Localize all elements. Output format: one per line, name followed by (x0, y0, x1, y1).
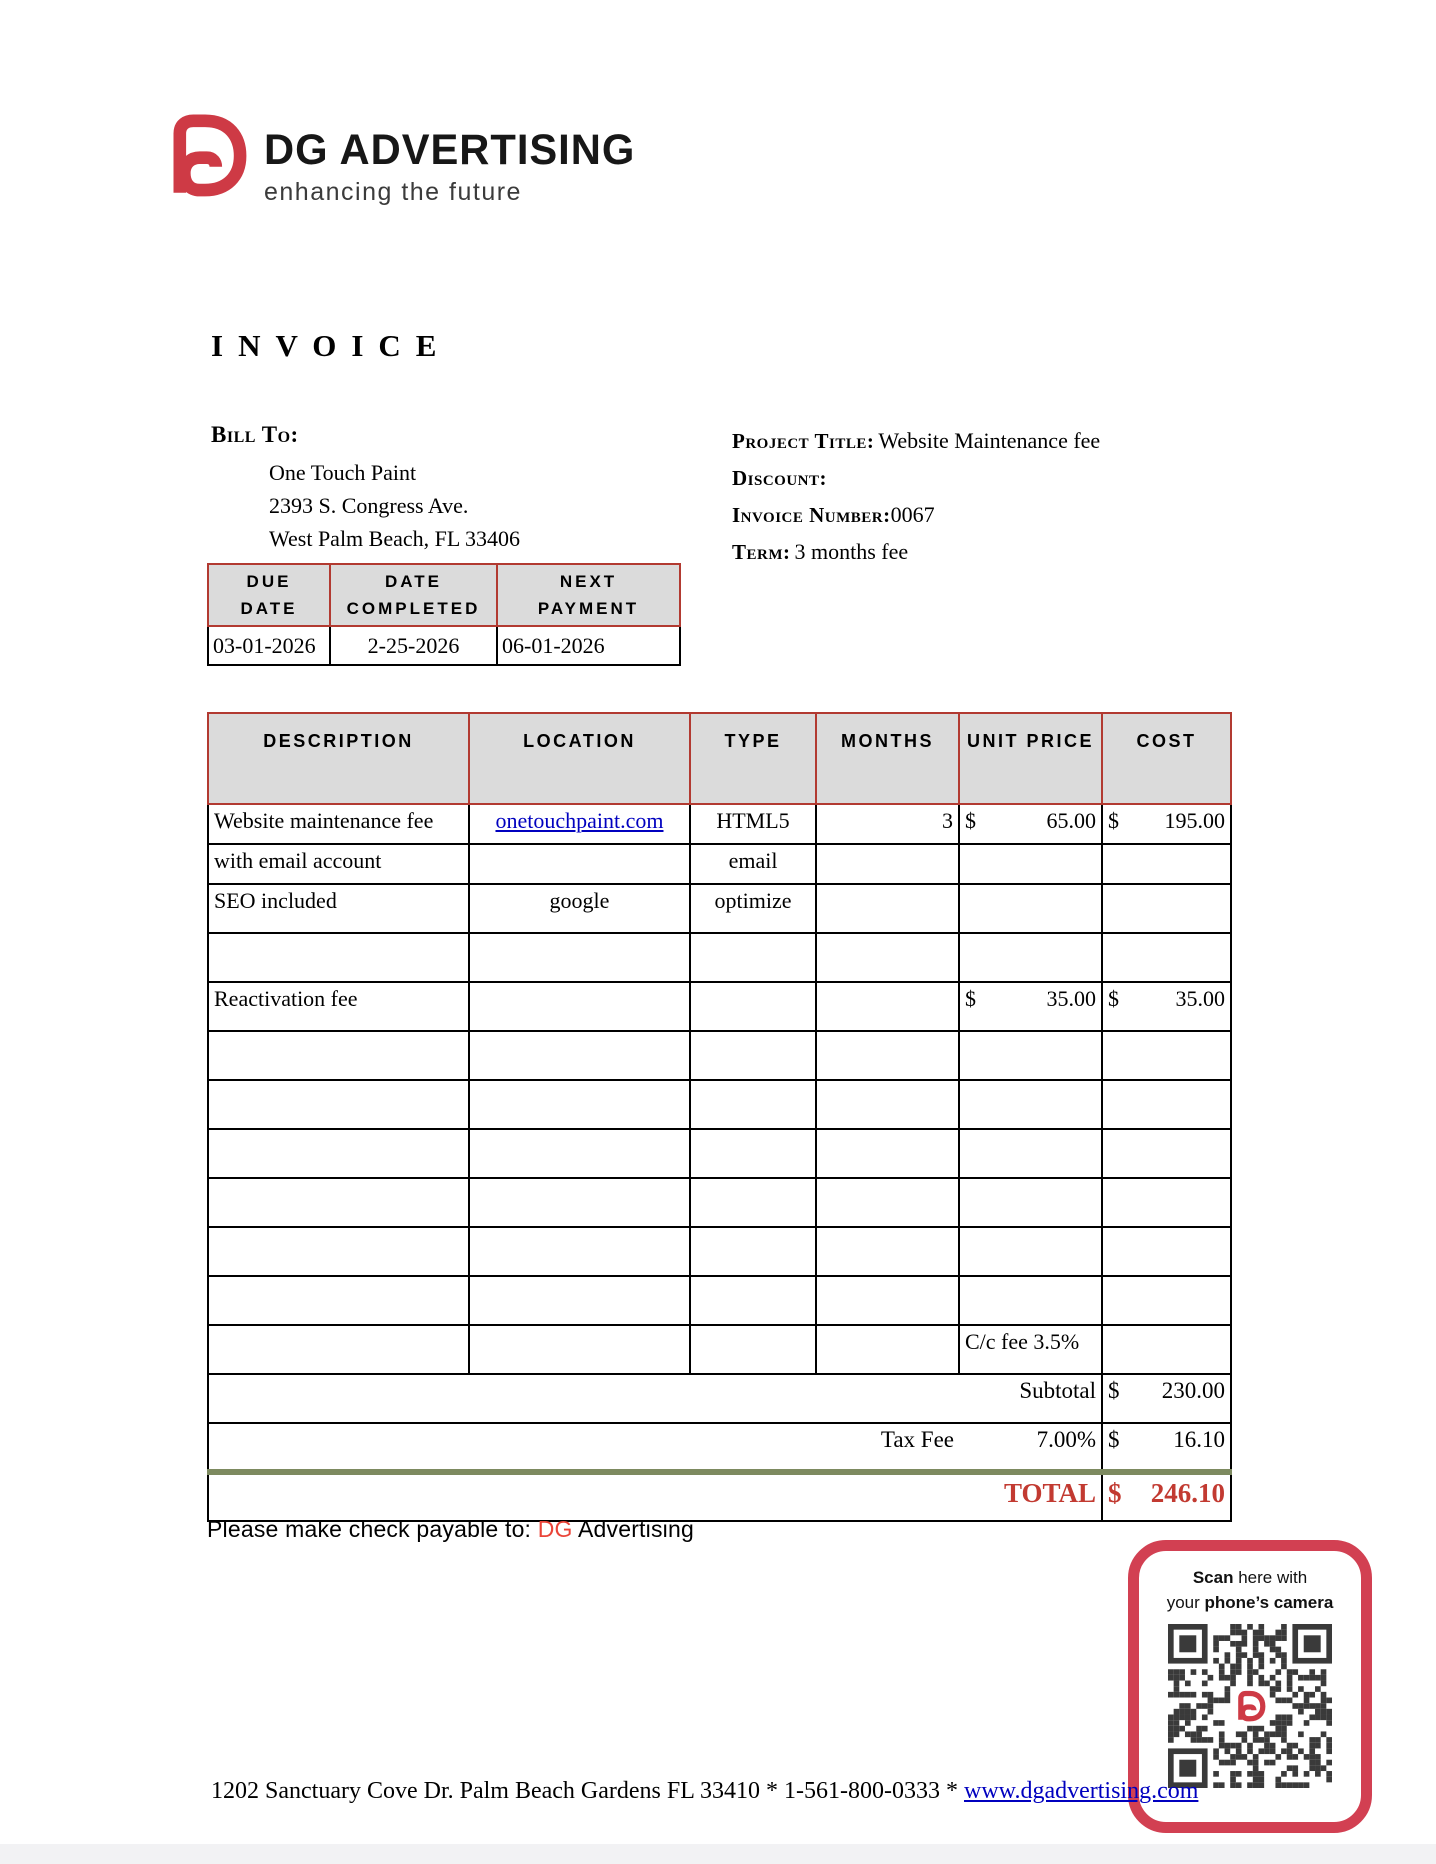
item-description: Website maintenance fee (208, 804, 469, 844)
qr-camera-words: phone’s camera (1204, 1593, 1334, 1612)
tax-label: Tax Fee (208, 1423, 959, 1472)
item-location (469, 804, 690, 844)
subtotal-label: Subtotal (208, 1374, 1102, 1423)
item-type: HTML5 (690, 804, 816, 844)
date-completed-value: 2-25-2026 (330, 626, 497, 665)
term-value: 3 months fee (794, 539, 909, 564)
currency-symbol: $ (1108, 1427, 1120, 1452)
item-type (690, 1276, 816, 1325)
qr-scan-word: Scan (1192, 1568, 1234, 1587)
location-link[interactable]: onetouchpaint.com (495, 808, 664, 833)
payable-prefix: Please make check payable to: (207, 1516, 538, 1542)
amount: 246.10 (1150, 1478, 1225, 1508)
item-type (690, 933, 816, 982)
item-location (469, 1129, 690, 1178)
item-type: email (690, 844, 816, 884)
item-description (208, 1031, 469, 1080)
item-unit-price (959, 1178, 1102, 1227)
item-row-9 (208, 1178, 1231, 1227)
project-info-section (732, 424, 1100, 572)
page-title: INVOICE (211, 328, 452, 363)
item-location (469, 982, 690, 1031)
item-cost (1102, 804, 1231, 844)
item-cost (1102, 1031, 1231, 1080)
items-header-months: MONTHS (816, 713, 959, 804)
items-table-body (208, 804, 1231, 1521)
item-description (208, 1178, 469, 1227)
items-header-unit-price: UNIT PRICE (959, 713, 1102, 804)
date-table (207, 563, 681, 666)
item-months (816, 933, 959, 982)
item-unit-price (959, 933, 1102, 982)
item-months (816, 1178, 959, 1227)
item-unit-price (959, 844, 1102, 884)
item-months (816, 1080, 959, 1129)
footer-contact-line (211, 1778, 1198, 1805)
item-months (816, 1129, 959, 1178)
item-unit-price (959, 804, 1102, 844)
item-months (816, 844, 959, 884)
bill-to-name: One Touch Paint (269, 460, 417, 485)
dg-logo-icon (158, 110, 252, 200)
company-tagline: enhancing the future (264, 178, 522, 206)
item-months (816, 1276, 959, 1325)
item-cost (1102, 1276, 1231, 1325)
item-description (208, 1129, 469, 1178)
total-row (208, 1472, 1231, 1521)
item-row-3 (208, 884, 1231, 933)
subtotal-amount (1102, 1374, 1231, 1423)
item-row-12 (208, 1325, 1231, 1374)
page-end-strip (0, 1844, 1436, 1864)
subtotal-row (208, 1374, 1231, 1423)
item-months (816, 1031, 959, 1080)
payable-suffix: Advertising (572, 1516, 694, 1542)
total-amount (1102, 1472, 1231, 1521)
item-description (208, 1227, 469, 1276)
item-description (208, 1325, 469, 1374)
currency-symbol: $ (1108, 1378, 1120, 1403)
currency-symbol: $ (1108, 986, 1119, 1011)
invoice-number-label: Invoice Number: (732, 503, 891, 527)
item-unit-price (959, 1129, 1102, 1178)
item-description: Reactivation fee (208, 982, 469, 1031)
item-location (469, 933, 690, 982)
item-months (816, 982, 959, 1031)
next-payment-header: NEXT PAYMENT (497, 564, 680, 626)
item-type (690, 1178, 816, 1227)
item-row-10 (208, 1227, 1231, 1276)
due-date-value: 03-01-2026 (208, 626, 330, 665)
amount: 195.00 (1164, 808, 1225, 833)
payable-note (207, 1516, 694, 1543)
item-description: SEO included (208, 884, 469, 933)
item-type (690, 1031, 816, 1080)
bill-to-section (211, 422, 520, 555)
item-cost (1102, 844, 1231, 884)
item-row-8 (208, 1129, 1231, 1178)
items-header-description: DESCRIPTION (208, 713, 469, 804)
item-type: optimize (690, 884, 816, 933)
currency-symbol: $ (965, 986, 976, 1011)
bill-to-label: Bill To: (211, 422, 299, 447)
item-unit-price (959, 982, 1102, 1031)
project-title-label: Project Title: (732, 429, 875, 453)
due-date-header: DUE DATE (208, 564, 330, 626)
date-completed-header: DATE COMPLETED (330, 564, 497, 626)
items-header-cost: COST (1102, 713, 1231, 804)
amount: 230.00 (1161, 1378, 1225, 1403)
item-unit-price (959, 1080, 1102, 1129)
next-payment-value: 06-01-2026 (497, 626, 680, 665)
currency-symbol: $ (1108, 808, 1119, 833)
item-cost (1102, 1178, 1231, 1227)
item-row-4 (208, 933, 1231, 982)
term-label: Term: (732, 540, 791, 564)
item-row-6 (208, 1031, 1231, 1080)
payable-brand: DG (537, 1516, 573, 1542)
bill-to-city: West Palm Beach, FL 33406 (269, 526, 520, 551)
company-name: DG ADVERTISING (264, 126, 636, 174)
amount: 65.00 (1046, 808, 1096, 833)
item-cost (1102, 1227, 1231, 1276)
invoice-number-value: 0067 (890, 502, 935, 527)
items-table (207, 712, 1232, 1522)
item-location (469, 1178, 690, 1227)
tax-row (208, 1423, 1231, 1472)
amount: 16.10 (1173, 1427, 1225, 1452)
qr-code (1168, 1624, 1332, 1788)
item-location (469, 844, 690, 884)
total-label: TOTAL (208, 1472, 1102, 1521)
item-unit-price (959, 1276, 1102, 1325)
item-location (469, 1325, 690, 1374)
qr-line1-rest: here with (1233, 1568, 1308, 1587)
item-row-1 (208, 804, 1231, 844)
item-months: 3 (816, 804, 959, 844)
item-unit-price (959, 1031, 1102, 1080)
project-title-value: Website Maintenance fee (878, 428, 1101, 453)
item-unit-price (959, 1227, 1102, 1276)
company-logo (158, 110, 647, 207)
tax-amount (1102, 1423, 1231, 1472)
item-months (816, 1227, 959, 1276)
footer-website-link[interactable]: www.dgadvertising.com (964, 1778, 1199, 1804)
item-location (469, 1276, 690, 1325)
item-cost (1102, 884, 1231, 933)
tax-rate: 7.00% (959, 1423, 1102, 1472)
item-location (469, 1031, 690, 1080)
item-months (816, 884, 959, 933)
currency-symbol: $ (965, 808, 976, 833)
item-description: with email account (208, 844, 469, 884)
item-row-2 (208, 844, 1231, 884)
item-months (816, 1325, 959, 1374)
amount: 35.00 (1046, 986, 1096, 1011)
item-type (690, 1325, 816, 1374)
item-cost (1102, 982, 1231, 1031)
item-description (208, 933, 469, 982)
item-cost (1102, 1080, 1231, 1129)
item-unit-price (959, 884, 1102, 933)
items-header-type: TYPE (690, 713, 816, 804)
item-description (208, 1080, 469, 1129)
item-cost (1102, 1129, 1231, 1178)
qr-line2-pre: your (1166, 1593, 1205, 1612)
item-row-5 (208, 982, 1231, 1031)
items-table-head (208, 713, 1231, 804)
item-type (690, 1080, 816, 1129)
discount-label: Discount: (732, 466, 828, 490)
cc-fee-note: C/c fee 3.5% (959, 1325, 1102, 1374)
qr-instructions (1139, 1565, 1361, 1615)
footer-address-phone: 1202 Sanctuary Cove Dr. Palm Beach Gardens FL 33410 * 1-561-800-0333 * (211, 1778, 964, 1804)
item-row-11 (208, 1276, 1231, 1325)
item-cost (1102, 1325, 1231, 1374)
item-type (690, 1227, 816, 1276)
item-location (469, 1080, 690, 1129)
item-description (208, 1276, 469, 1325)
item-location: google (469, 884, 690, 933)
item-type (690, 982, 816, 1031)
amount: 35.00 (1175, 986, 1225, 1011)
bill-to-street: 2393 S. Congress Ave. (269, 493, 469, 518)
item-location (469, 1227, 690, 1276)
item-type (690, 1129, 816, 1178)
item-row-7 (208, 1080, 1231, 1129)
currency-symbol: $ (1108, 1478, 1122, 1508)
items-header-location: LOCATION (469, 713, 690, 804)
item-cost (1102, 933, 1231, 982)
